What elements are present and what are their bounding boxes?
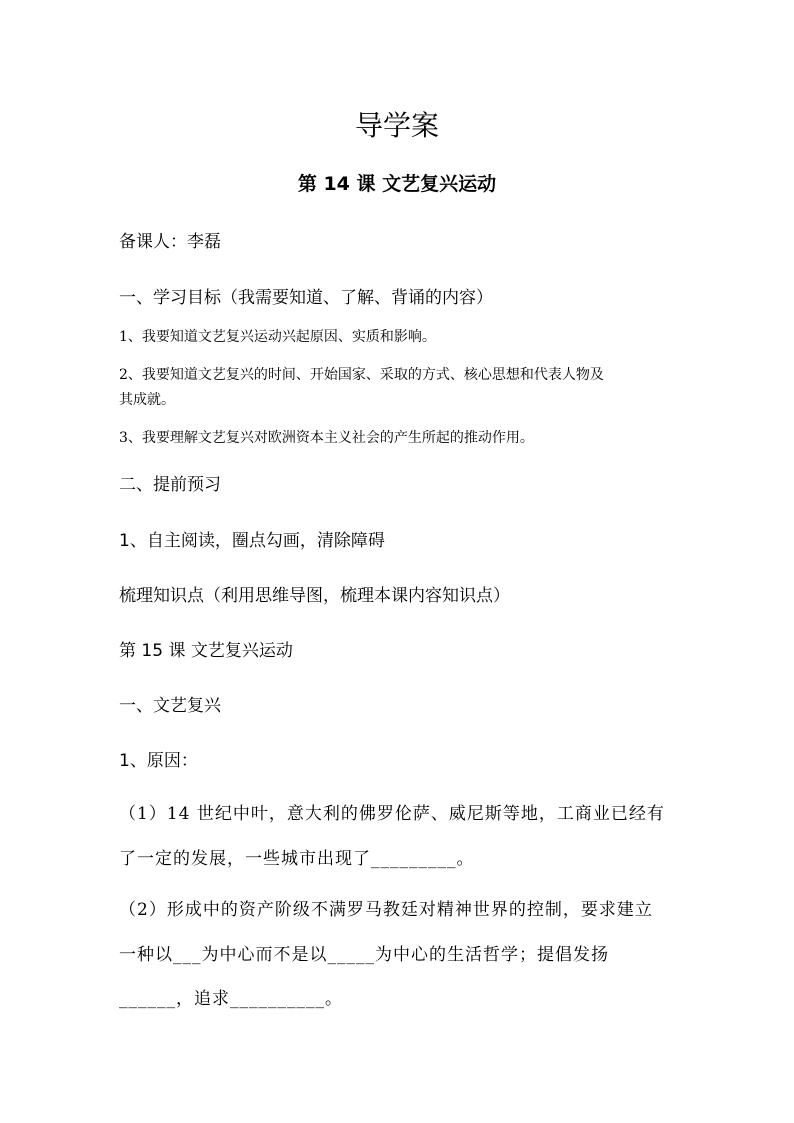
preview-item-1: 1、自主阅读，圈点勾画，清除障碍 bbox=[119, 531, 385, 551]
part1-heading: 一、文艺复兴 bbox=[119, 696, 221, 716]
lesson-subtitle: 第 14 课 文艺复兴运动 bbox=[297, 173, 497, 195]
cause2-line2: 一种以___为中心而不是以_____为中心的生活哲学；提倡发扬 bbox=[119, 945, 609, 965]
page-title: 导学案 bbox=[354, 109, 439, 142]
cause1-line2: 了一定的发展，一些城市出现了_________。 bbox=[119, 849, 475, 869]
lesson-title: 第 15 课 文艺复兴运动 bbox=[119, 641, 293, 661]
cause2-line3: ______，追求__________。 bbox=[119, 989, 343, 1009]
mindmap-instruction: 梳理知识点（利用思维导图，梳理本课内容知识点） bbox=[119, 586, 510, 606]
author-line: 备课人：李磊 bbox=[119, 232, 221, 252]
objective-item-3: 3、我要理解文艺复兴对欧洲资本主义社会的产生所起的推动作用。 bbox=[119, 430, 534, 446]
objective-item-2: 2、我要知道文艺复兴的时间、开始国家、采取的方式、核心思想和代表人物及 bbox=[119, 367, 604, 383]
cause2-line1: （2）形成中的资产阶级不满罗马教廷对精神世界的控制，要求建立 bbox=[119, 900, 653, 920]
cause1-line1: （1）14 世纪中叶，意大利的佛罗伦萨、威尼斯等地，工商业已经有 bbox=[119, 804, 665, 824]
cause-heading: 1、原因： bbox=[119, 751, 198, 771]
section1-heading: 一、学习目标（我需要知道、了解、背诵的内容） bbox=[119, 288, 493, 308]
objective-item-1: 1、我要知道文艺复兴运动兴起原因、实质和影响。 bbox=[119, 329, 436, 345]
section2-heading: 二、提前预习 bbox=[119, 475, 221, 495]
objective-item-2-cont: 其成就。 bbox=[119, 392, 175, 408]
